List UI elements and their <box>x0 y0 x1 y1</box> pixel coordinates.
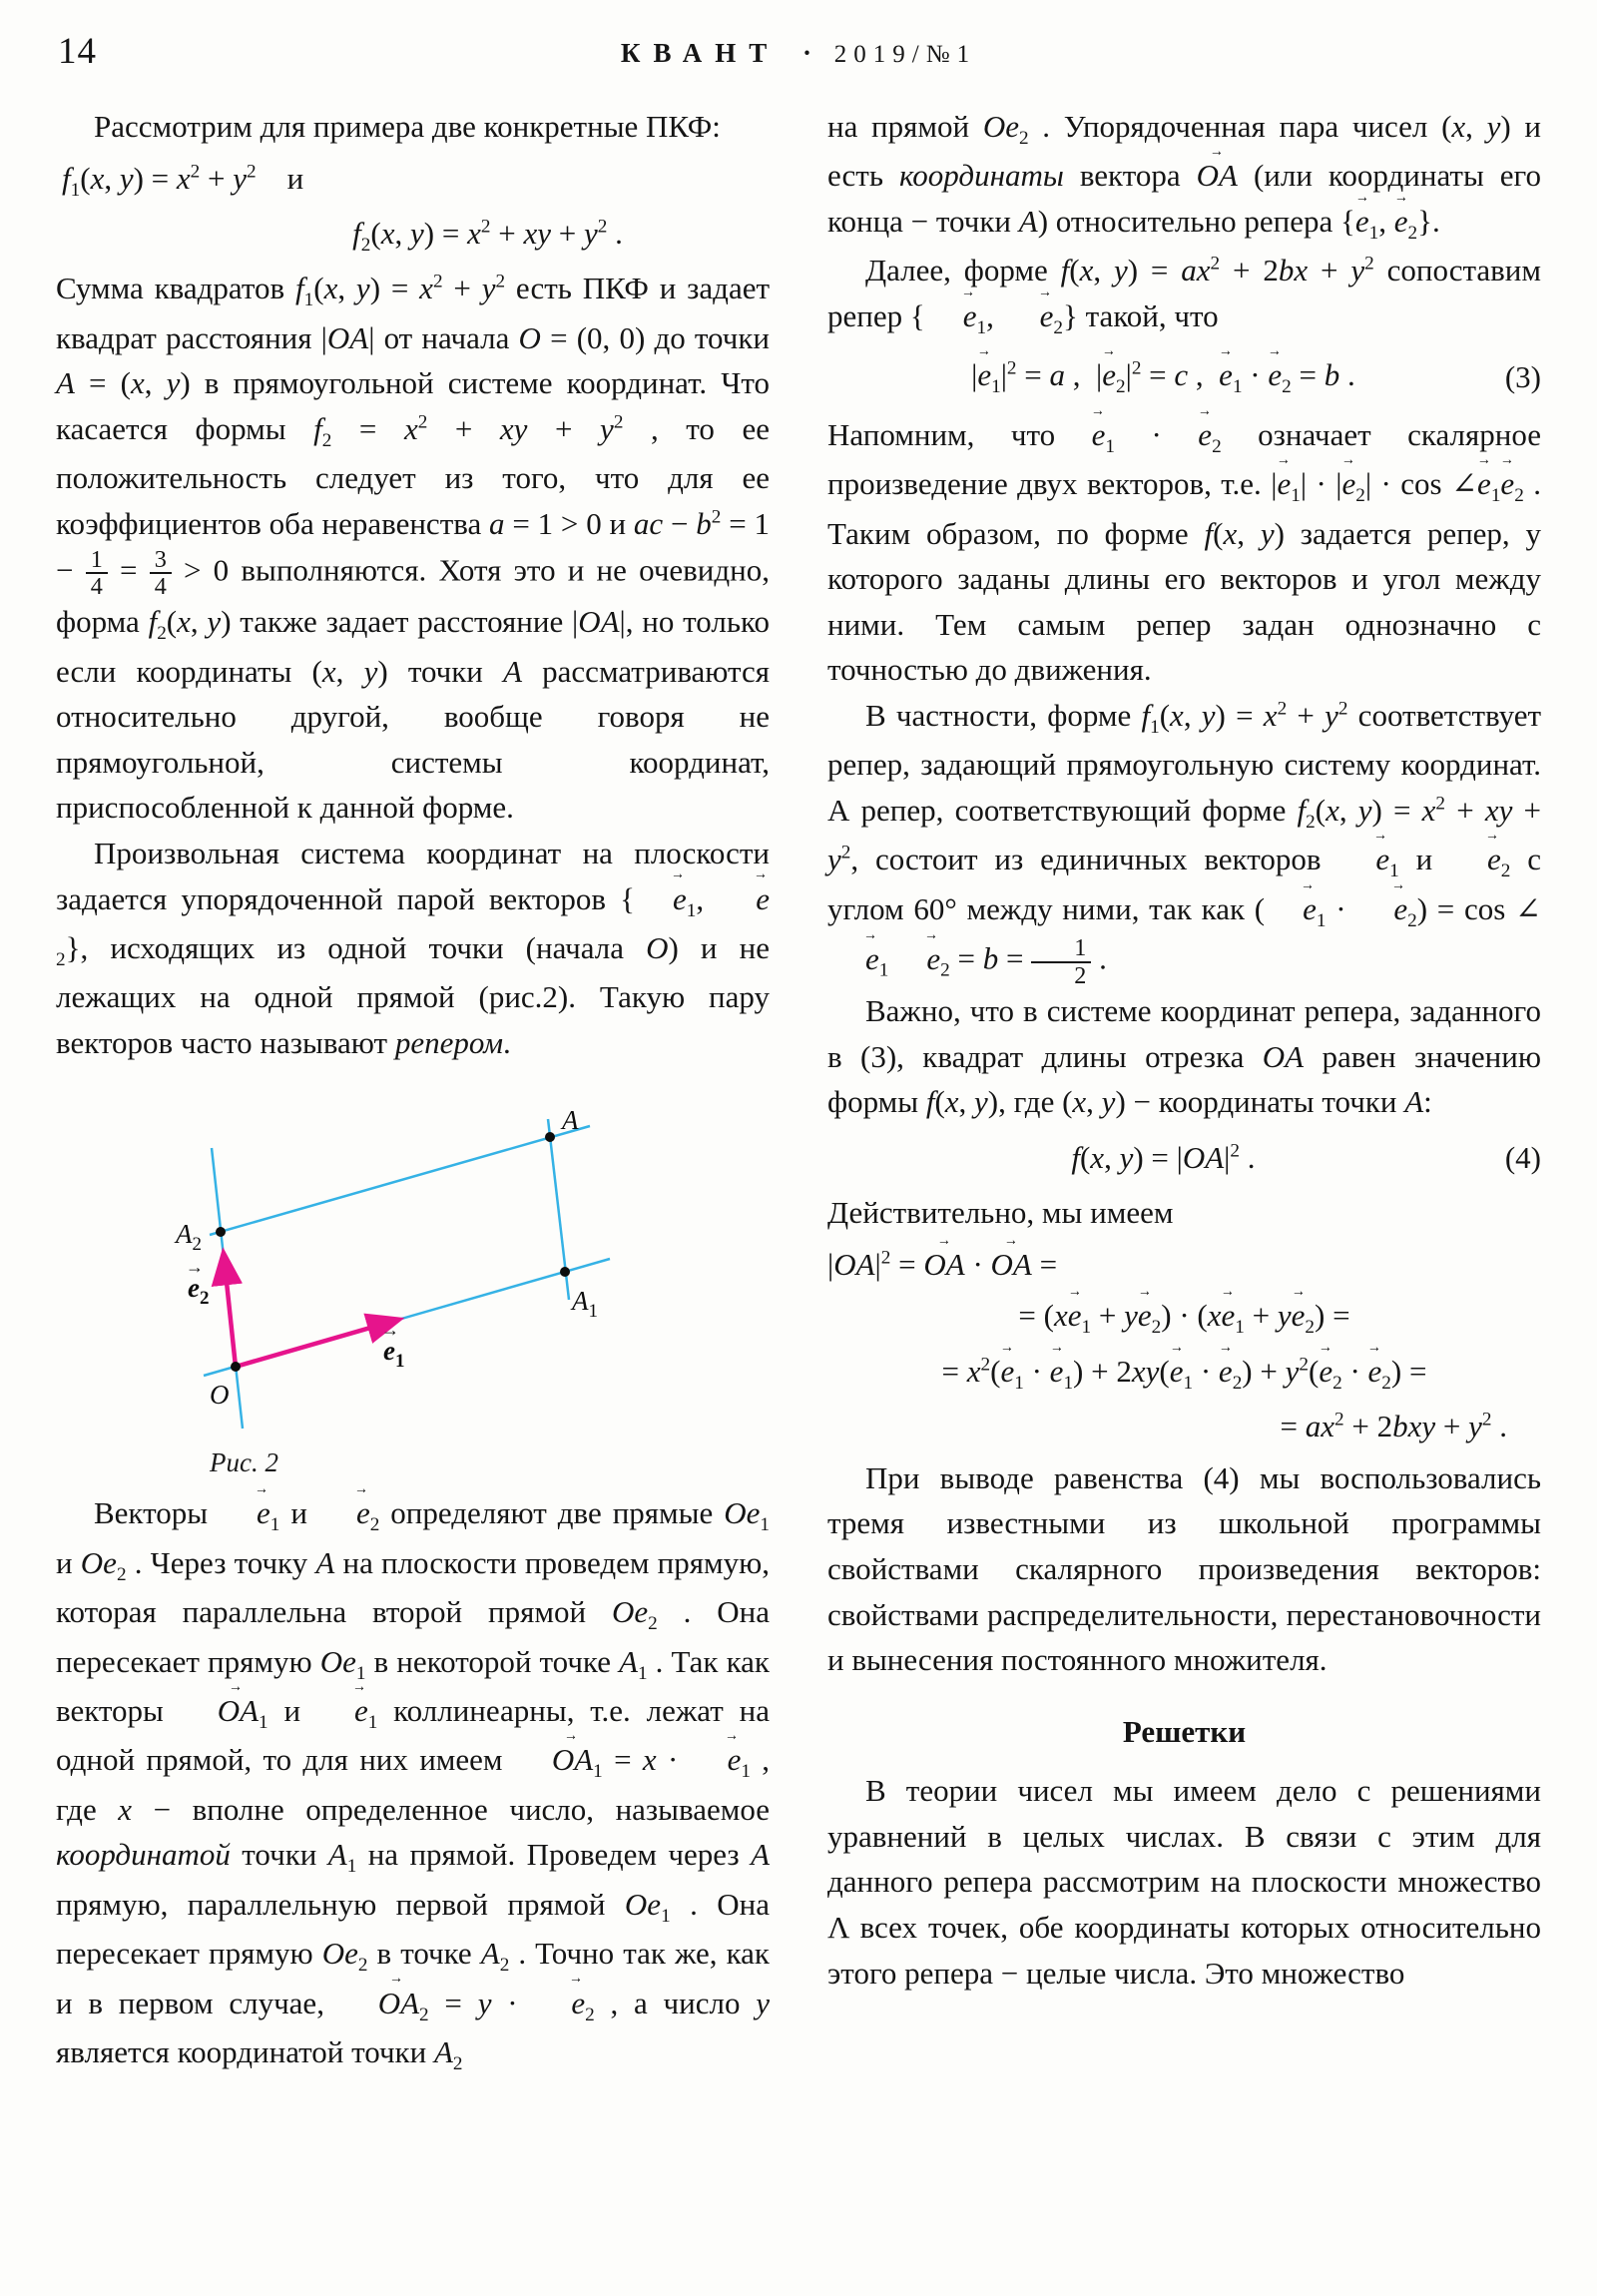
equation-3-number: (3) <box>1504 359 1541 395</box>
equation-4-body: f(x, $y) = |OA|^2$ . <box>1071 1139 1256 1175</box>
paragraph-v-teorii-chisel: В теории чисел мы имеем дело с решениями уравнений в целых числах. В связи с этим для данного репера рассмотрим на плоскости множество Λ всех точек, обе координаты которых относительно этого репера − целые числа. Это множество <box>827 1773 1541 1991</box>
left-column <box>56 104 770 2079</box>
paragraph-vectors-define-lines: Векторы $e \to_1$ и $e \to_2$ определяют две прямые $Oe_1$ и $Oe_2$ . Через точку A на плоскости проведем прямую, которая параллельна второй прямой $Oe_2$ . Она пересекает прямую $Oe_1$ в некоторой точке $A_1$ . Так как векторы OA $\to_1$ и $e \to_1$ коллинеарны, т.е. лежат на одной прямой, то для них имеем OA $\to_1 = x \cdot e \to_1$ , где x − вполне определенное число, называемое координатой точки $A_1$ на прямой. Проведем через A прямую, параллельную первой прямой $Oe_1$ . Она пересекает прямую $Oe_2$ в точке $A_2$ . Точно так же, как и в первом случае, OA $\to_2 = y \cdot e \to_2$ , а число y является координатой точки $A_2$ <box>56 1490 770 2078</box>
page-header <box>56 26 1541 90</box>
point-A <box>545 1132 555 1142</box>
point-A1 <box>560 1267 570 1277</box>
journal-title-line <box>56 38 1541 69</box>
paragraph-vazhno: Важно, что в системе координат репера, заданного в (3), квадрат длины отрезка OA равен значению формы f(x, y), где (x, y) − координаты точки A: <box>827 993 1541 1120</box>
formula-f2: $f_2(x$, $y) = x^2$ + xy + $y^2$ . <box>352 216 623 257</box>
page-number: 14 <box>58 31 97 72</box>
paragraph-napomnim: Напомним, что $e \to_1 \cdot e \to_2$ означает скалярное произведение двух векторов, т.е. $|e \to_1| \cdot |e \to_2| \cdot \cos$ ∠e $\to_1e \to_2$ . Таким образом, по форме f(x, y) задается репер, у которого заданы длины его векторов и угол между ними. Тем самым репер задан однозначно с точностью до движения. <box>827 412 1541 693</box>
derivation-line-1: $|OA|^2$ = OA → · OA → = <box>827 1242 1541 1288</box>
e2-arrow-icon: → <box>186 1256 204 1277</box>
label-O: O <box>210 1379 230 1410</box>
journal-issue: 2019/№1 <box>833 41 977 68</box>
journal-name: КВАНТ <box>620 38 781 68</box>
e1-arrow-icon: → <box>381 1319 399 1340</box>
derivation-line-2: = ($xe \to_1$ + ye $\to_2) \cdot (xe \to_1$ + ye $\to_2$) = <box>827 1293 1541 1342</box>
vector-e2 <box>224 1254 236 1367</box>
section-heading-lattices: Решетки <box>1122 1713 1247 1749</box>
derivation-line-3: = $x^2(e \to_1 \cdot e \to_1) + 2xy(e \to_1 \cdot e \to_2) + y^2(e \to_2 \cdot e \to_2)$ = <box>827 1349 1541 1398</box>
label-A2: $A_2$ <box>176 1218 202 1255</box>
formula-f1: $f_1(x$, $y) = x^2 + y^2$ и <box>62 160 304 201</box>
derivation-line-4: = $ax^2 + 2bxy + y^2$ . <box>1280 1409 1507 1444</box>
point-O <box>231 1362 241 1372</box>
figure-caption: Рис. 2 <box>210 1446 278 1477</box>
equation-3 <box>827 352 1541 401</box>
paragraph-arbitrary-system: Произвольная система координат на плоскости задается упорядоченной парой векторов { $e \to_1$, $e \to_2$}, исходящих из одной точки (начала O) и не лежащих на одной прямой (рис.2). Такую пару векторов часто называют репером. <box>56 831 770 1066</box>
paragraph-pri-vyvode: При выводе равенства (4) мы воспользовались тремя известными из школьной программы свойствами скалярного произведения векторов: свойствами распределительности, перестановочности и вынесения постоянного множителя. <box>827 1459 1541 1678</box>
paragraph-v-chastnosti: В частности, форме $f_1(x$, $y) = x^2 + y^2$ соответствует репер, задающий прямоугольную систему координат. А репер, соответствующий форме $f_2(x$, $y) = x^2$ + xy + $y^2$, состоит из единичных векторов $e \to_1$ и $e \to_2$ с углом 60° между ними, так как ( $e \to_1 \cdot e \to_2) = \cos$ ∠e $\to_1$ $e \to_2 = b$ = $\frac{1}{2}$ . <box>827 693 1541 988</box>
paragraph-dalee-forme: Далее, форме f(x, $y) = ax^2 + 2bx + y^2$ сопоставим репер { $e \to_1$, $e \to_2$} такой, что <box>827 248 1541 342</box>
two-column-layout <box>56 104 1541 2079</box>
paragraph-deistvitelno: Действительно, мы имеем <box>827 1195 1174 1231</box>
label-A: A <box>562 1104 579 1135</box>
point-A2 <box>216 1227 226 1237</box>
vector-e1 <box>236 1320 398 1367</box>
label-e2: $e_2$ <box>188 1272 210 1309</box>
equation-4 <box>827 1135 1541 1181</box>
equation-3-body: $|e \to_1|^2 = a$ , $|e \to_2|^2 = c$ , $e \to_1 \cdot e \to_2 = b$ . <box>827 352 1499 401</box>
paragraph-ordered-pair: на прямой $Oe_2$ . Упорядоченная пара чисел (x, y) и есть координаты вектора OA → (или координаты его конца − точки A) относительно репера {$e \to_1$, $e \to_2$}. <box>827 104 1541 248</box>
right-column <box>827 104 1541 2079</box>
figure-2 <box>56 1082 770 1483</box>
equation-4-number: (4) <box>1504 1139 1541 1175</box>
paragraph-intro: Рассмотрим для примера две конкретные ПКФ: <box>94 109 721 144</box>
label-A1: $A_1$ <box>572 1285 598 1322</box>
label-e1: $e_1$ <box>383 1335 405 1372</box>
figure-2-diagram <box>166 1082 645 1441</box>
paragraph-sum-of-squares: Сумма квадратов $f_1(x$, $y) = x^2 + y^2$ есть ПКФ и задает квадрат расстояния |OA| от начала O = (0, 0) до точки A = (x, y) в прямоугольной системе координат. Что касается формы $f_2 = x^2$ + xy + $y^2$ , то ее положительность следует из того, что для ее коэффициентов оба неравенства a = 1 > 0 и ac − $b^2 = 1$ − $\frac{1}{4}$ = $\frac{3}{4}$ > 0 выполняются. Хотя это и не очевидно, форма $f_2(x$, y) также задает расстояние |OA|, но только если координаты (x, y) точки A рассматриваются относительно другой, вообще говоря не прямоугольной, системы координат, приспособленной к данной форме. <box>56 271 771 826</box>
line-A2-A <box>210 1126 590 1235</box>
header-separator: · <box>802 38 812 68</box>
